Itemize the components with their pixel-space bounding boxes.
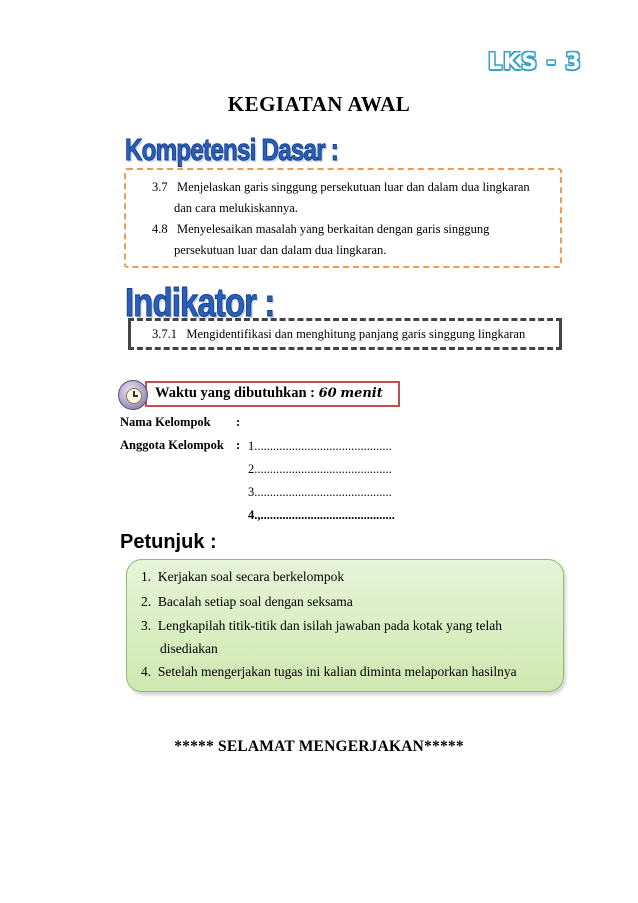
petunjuk-item: 1. Kerjakan soal secara berkelompok — [141, 569, 345, 584]
anggota-kelompok-label: Anggota Kelompok — [120, 438, 224, 452]
indikator-border-bottom — [128, 347, 562, 350]
petunjuk-item: 3. Lengkapilah titik-titik dan isilah jawaban pada kotak yang telah — [141, 618, 503, 633]
kd-item: 4.8 Menyelesaikan masalah yang berkaitan dengan garis singgung — [152, 222, 490, 236]
member-line: 4.,........................................... — [248, 508, 395, 522]
petunjuk-item: 2. Bacalah setiap soal dengan seksama — [141, 594, 353, 609]
time-required: Waktu yang dibutuhkan : 60 menit — [155, 385, 383, 401]
member-line: 1............................................ — [248, 439, 392, 453]
colon: : — [236, 438, 241, 452]
member-line: 3............................................ — [248, 485, 392, 499]
clock-icon — [118, 380, 148, 410]
kd-item: dan cara melukiskannya. — [174, 201, 298, 215]
kd-item: 3.7 Menjelaskan garis singgung persekutuan luar dan dalam dua lingkaran — [152, 180, 530, 194]
lks-badge: LKS - 3 — [488, 50, 582, 75]
nama-kelompok-label: Nama Kelompok — [120, 415, 211, 429]
indikator-heading: Indikator : — [125, 281, 275, 325]
petunjuk-heading: Petunjuk : — [120, 531, 217, 553]
indikator-item: 3.7.1 Mengidentifikasi dan menghitung panjang garis singgung lingkaran — [152, 327, 526, 341]
page-title: KEGIATAN AWAL — [227, 92, 411, 116]
member-line: 2............................................ — [248, 462, 392, 476]
kd-item: persekutuan luar dan dalam dua lingkaran. — [174, 243, 387, 257]
petunjuk-item: disediakan — [160, 641, 218, 656]
kompetensi-dasar-heading: Kompetensi Dasar : — [125, 132, 339, 167]
footer-message: ***** SELAMAT MENGERJAKAN***** — [174, 738, 464, 755]
petunjuk-item: 4. Setelah mengerjakan tugas ini kalian diminta melaporkan hasilnya — [141, 664, 517, 679]
colon: : — [236, 415, 241, 429]
